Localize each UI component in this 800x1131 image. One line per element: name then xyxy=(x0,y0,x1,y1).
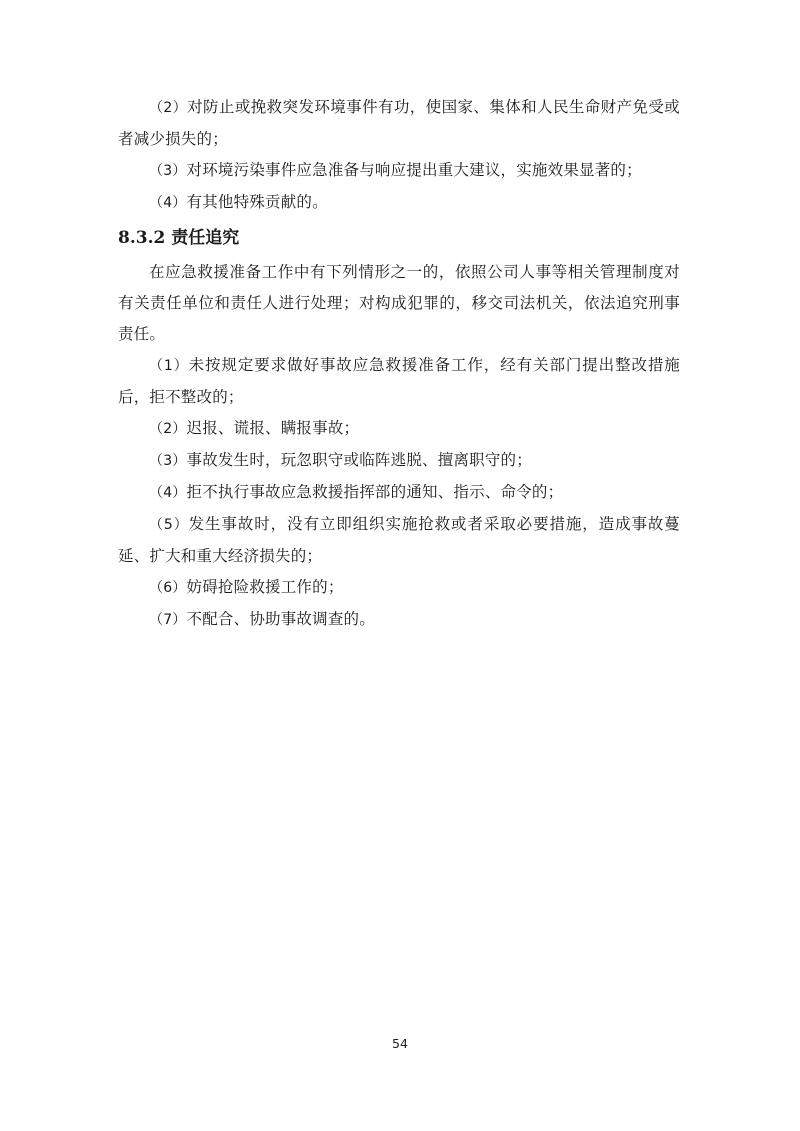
item-text: 不配合、协助事故调查的。 xyxy=(186,610,375,628)
liability-item-3 xyxy=(118,445,680,477)
item-text: 对环境污染事件应急准备与响应提出重大建议，实施效果显著的； xyxy=(186,161,642,179)
liability-item-4 xyxy=(118,477,680,509)
award-item-4 xyxy=(118,187,680,219)
item-text: 发生事故时，没有立即组织实施抢救或者采取必要措施，造成事故蔓延、扩大和重大经济损失的； xyxy=(118,515,680,565)
liability-item-7 xyxy=(118,604,680,636)
item-number: （1） xyxy=(149,358,189,374)
liability-item-5 xyxy=(118,509,680,572)
item-text: 对防止或挽救突发环境事件有功，使国家、集体和人民生命财产免受或者减少损失的； xyxy=(118,98,680,148)
item-number: （6） xyxy=(149,580,187,596)
liability-item-1 xyxy=(118,350,680,413)
item-number: （4） xyxy=(149,195,187,211)
liability-item-2 xyxy=(118,413,680,445)
item-text: 妨碍抢险救援工作的； xyxy=(186,578,344,596)
award-item-2 xyxy=(118,92,680,155)
item-text: 未按规定要求做好事故应急救援准备工作，经有关部门提出整改措施后，拒不整改的； xyxy=(118,356,680,406)
item-number: （3） xyxy=(149,163,187,179)
section-number: 8.3.2 xyxy=(118,228,166,248)
page-number: 54 xyxy=(392,1036,408,1051)
item-number: （4） xyxy=(149,485,187,501)
item-text: 有其他特殊贡献的。 xyxy=(186,193,328,211)
section-heading xyxy=(118,219,680,257)
item-number: （7） xyxy=(149,612,187,628)
item-text: 拒不执行事故应急救援指挥部的通知、指示、命令的； xyxy=(186,483,564,501)
intro-paragraph: 在应急救援准备工作中有下列情形之一的，依照公司人事等相关管理制度对有关责任单位和责任人进行处理；对构成犯罪的，移交司法机关，依法追究刑事责任。 xyxy=(118,263,680,343)
item-text: 事故发生时，玩忽职守或临阵逃脱、擅离职守的； xyxy=(186,451,532,469)
award-item-3 xyxy=(118,155,680,187)
item-number: （2） xyxy=(149,421,187,437)
item-number: （3） xyxy=(149,453,187,469)
section-title: 责任追究 xyxy=(171,228,240,248)
item-number: （5） xyxy=(149,517,189,533)
item-number: （2） xyxy=(149,100,188,116)
document-page xyxy=(118,92,680,636)
item-text: 迟报、谎报、瞒报事故； xyxy=(186,419,360,437)
liability-item-6 xyxy=(118,572,680,604)
